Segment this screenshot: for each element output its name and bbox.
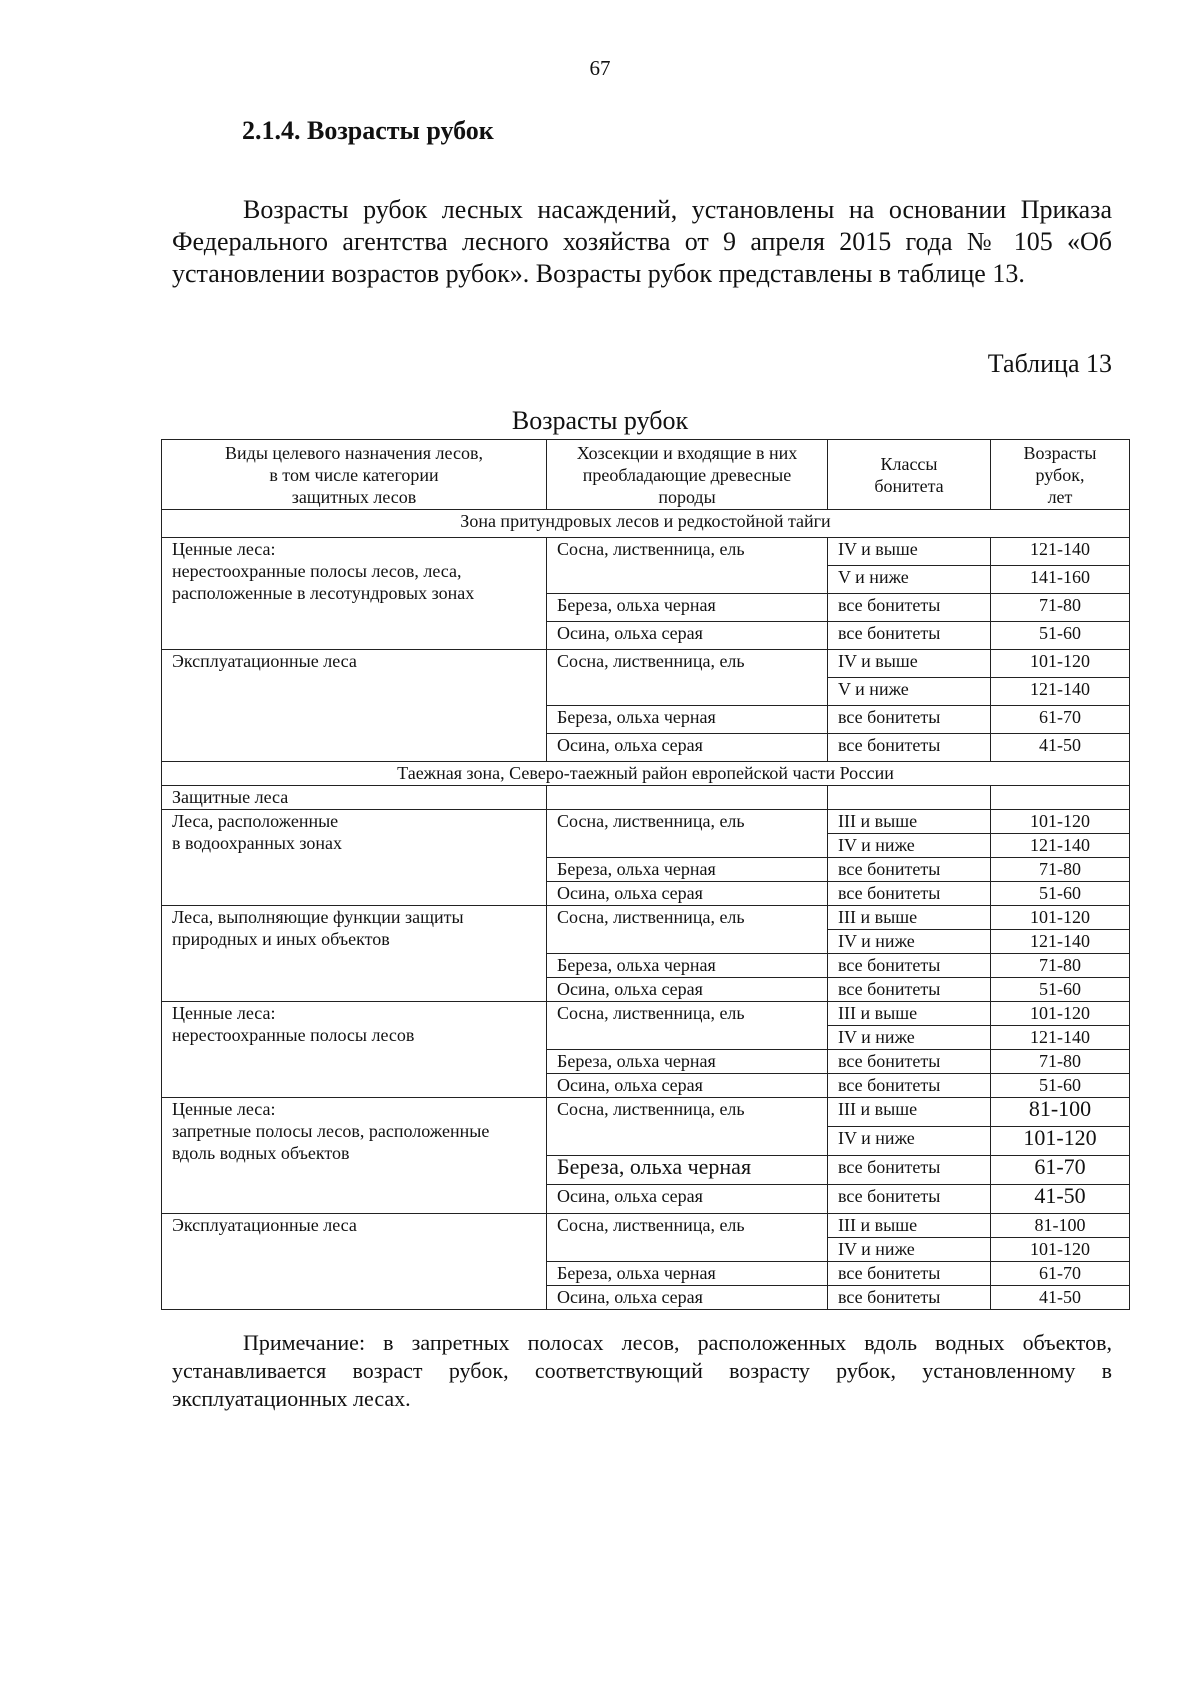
- table-row: [162, 650, 1130, 678]
- species-cell: Сосна, лиственница, ель: [547, 906, 828, 954]
- bonitet-cell: все бонитеты: [828, 954, 991, 978]
- age-cell: 71-80: [991, 594, 1130, 622]
- bonitet-cell: V и ниже: [828, 678, 991, 706]
- species-cell: Осина, ольха серая: [547, 734, 828, 762]
- age-cell: 141-160: [991, 566, 1130, 594]
- bonitet-cell: все бонитеты: [828, 1185, 991, 1214]
- bonitet-cell: IV и ниже: [828, 1026, 991, 1050]
- bonitet-cell: III и выше: [828, 1098, 991, 1127]
- empty-cell: [991, 786, 1130, 810]
- table-row: [162, 1098, 1130, 1127]
- bonitet-cell: IV и ниже: [828, 930, 991, 954]
- bonitet-cell: III и выше: [828, 1002, 991, 1026]
- bonitet-cell: III и выше: [828, 1214, 991, 1238]
- species-cell: Сосна, лиственница, ель: [547, 1002, 828, 1050]
- species-cell: Сосна, лиственница, ель: [547, 650, 828, 706]
- bonitet-cell: IV и ниже: [828, 1127, 991, 1156]
- age-cell: 61-70: [991, 1262, 1130, 1286]
- table-note: Примечание: в запретных полосах лесов, расположенных вдоль водных объектов, устанавливается возраст рубок, соответствующий возрасту рубок, установленному в эксплуатационных лесах.: [172, 1330, 1112, 1411]
- empty-cell: [828, 786, 991, 810]
- age-cell: 101-120: [991, 1238, 1130, 1262]
- species-cell: Береза, ольха черная: [547, 1156, 828, 1185]
- section-heading: 2.1.4. Возрасты рубок: [242, 116, 494, 145]
- cutting-ages-table: [161, 439, 1130, 1310]
- purpose-cell: Эксплуатационные леса: [162, 1214, 547, 1310]
- age-cell: 121-140: [991, 930, 1130, 954]
- bonitet-cell: IV и выше: [828, 650, 991, 678]
- age-cell: 121-140: [991, 538, 1130, 566]
- purpose-cell: Ценные леса: нерестоохранные полосы лесов: [162, 1002, 547, 1098]
- header-age: [991, 440, 1130, 510]
- bonitet-cell: все бонитеты: [828, 706, 991, 734]
- age-cell: 41-50: [991, 734, 1130, 762]
- purpose-cell: Леса, расположенные в водоохранных зонах: [162, 810, 547, 906]
- age-cell: 101-120: [991, 906, 1130, 930]
- species-cell: Береза, ольха черная: [547, 594, 828, 622]
- species-cell: Береза, ольха черная: [547, 1050, 828, 1074]
- table-row: [162, 1214, 1130, 1238]
- species-cell: Осина, ольха серая: [547, 622, 828, 650]
- bonitet-cell: III и выше: [828, 810, 991, 834]
- age-cell: 101-120: [991, 1127, 1130, 1156]
- age-cell: 51-60: [991, 622, 1130, 650]
- age-cell: 51-60: [991, 978, 1130, 1002]
- bonitet-cell: все бонитеты: [828, 858, 991, 882]
- purpose-cell: Эксплуатационные леса: [162, 650, 547, 762]
- bonitet-cell: IV и ниже: [828, 1238, 991, 1262]
- age-cell: 71-80: [991, 858, 1130, 882]
- header-bonitet-text: Классы бонитета: [874, 453, 944, 496]
- species-cell: Осина, ольха серая: [547, 978, 828, 1002]
- age-cell: 81-100: [991, 1098, 1130, 1127]
- bonitet-cell: все бонитеты: [828, 1156, 991, 1185]
- purpose-cell: Ценные леса: запретные полосы лесов, расположенные вдоль водных объектов: [162, 1098, 547, 1214]
- purpose-cell: Ценные леса: нерестоохранные полосы лесов, леса, расположенные в лесотундровых зонах: [162, 538, 547, 650]
- age-cell: 121-140: [991, 678, 1130, 706]
- species-cell: Береза, ольха черная: [547, 1262, 828, 1286]
- zone-row: [162, 762, 1130, 786]
- page-number: 67: [589, 56, 611, 80]
- bonitet-cell: V и ниже: [828, 566, 991, 594]
- intro-paragraph: Возрасты рубок лесных насаждений, установлены на основании Приказа Федерального агентства лесного хозяйства от 9 апреля 2015 года № 105 «Об установлении возрастов рубок». Возрасты рубок представлены в таблице 13.: [172, 195, 1112, 288]
- bonitet-cell: все бонитеты: [828, 978, 991, 1002]
- age-cell: 61-70: [991, 706, 1130, 734]
- bonitet-cell: III и выше: [828, 906, 991, 930]
- age-cell: 41-50: [991, 1185, 1130, 1214]
- bonitet-cell: все бонитеты: [828, 622, 991, 650]
- zone-row: [162, 510, 1130, 538]
- species-cell: Осина, ольха серая: [547, 1185, 828, 1214]
- table-header-row: [162, 440, 1130, 510]
- age-cell: 61-70: [991, 1156, 1130, 1185]
- bonitet-cell: IV и ниже: [828, 834, 991, 858]
- bonitet-cell: IV и выше: [828, 538, 991, 566]
- species-cell: Осина, ольха серая: [547, 882, 828, 906]
- table-label: Таблица 13: [987, 349, 1112, 378]
- age-cell: 101-120: [991, 1002, 1130, 1026]
- species-cell: Сосна, лиственница, ель: [547, 1214, 828, 1262]
- table-row: [162, 786, 1130, 810]
- header-bonitet: [828, 440, 991, 510]
- table-row: [162, 1002, 1130, 1026]
- age-cell: 101-120: [991, 810, 1130, 834]
- purpose-cell: Леса, выполняющие функции защиты природных и иных объектов: [162, 906, 547, 1002]
- age-cell: 51-60: [991, 882, 1130, 906]
- bonitet-cell: все бонитеты: [828, 1074, 991, 1098]
- bonitet-cell: все бонитеты: [828, 1286, 991, 1310]
- header-species: [547, 440, 828, 510]
- zone2-title: Таежная зона, Северо-таежный район европейской части России: [162, 762, 1130, 786]
- age-cell: 41-50: [991, 1286, 1130, 1310]
- table-row: [162, 906, 1130, 930]
- table-row: [162, 810, 1130, 834]
- species-cell: Сосна, лиственница, ель: [547, 810, 828, 858]
- bonitet-cell: все бонитеты: [828, 1050, 991, 1074]
- header-species-text: Хозсекции и входящие в них преобладающие древесные породы: [576, 442, 798, 507]
- zone1-body: [162, 510, 1130, 762]
- header-purpose: [162, 440, 547, 510]
- table-title: Возрасты рубок: [511, 406, 689, 435]
- header-age-text: Возрасты рубок, лет: [1023, 442, 1097, 507]
- empty-cell: [547, 786, 828, 810]
- species-cell: Осина, ольха серая: [547, 1286, 828, 1310]
- age-cell: 101-120: [991, 650, 1130, 678]
- age-cell: 81-100: [991, 1214, 1130, 1238]
- species-cell: Береза, ольха черная: [547, 858, 828, 882]
- bonitet-cell: все бонитеты: [828, 1262, 991, 1286]
- zone1-title: Зона притундровых лесов и редкостойной тайги: [162, 510, 1130, 538]
- table-row: [162, 538, 1130, 566]
- age-cell: 71-80: [991, 954, 1130, 978]
- bonitet-cell: все бонитеты: [828, 594, 991, 622]
- age-cell: 51-60: [991, 1074, 1130, 1098]
- species-cell: Береза, ольха черная: [547, 706, 828, 734]
- zone2-body: [162, 762, 1130, 1310]
- species-cell: Осина, ольха серая: [547, 1074, 828, 1098]
- species-cell: Береза, ольха черная: [547, 954, 828, 978]
- age-cell: 121-140: [991, 834, 1130, 858]
- species-cell: Сосна, лиственница, ель: [547, 538, 828, 594]
- age-cell: 121-140: [991, 1026, 1130, 1050]
- protective-label: Защитные леса: [162, 786, 547, 810]
- species-cell: Сосна, лиственница, ель: [547, 1098, 828, 1156]
- age-cell: 71-80: [991, 1050, 1130, 1074]
- header-purpose-text: Виды целевого назначения лесов, в том числе категории защитных лесов: [225, 442, 483, 507]
- bonitet-cell: все бонитеты: [828, 882, 991, 906]
- bonitet-cell: все бонитеты: [828, 734, 991, 762]
